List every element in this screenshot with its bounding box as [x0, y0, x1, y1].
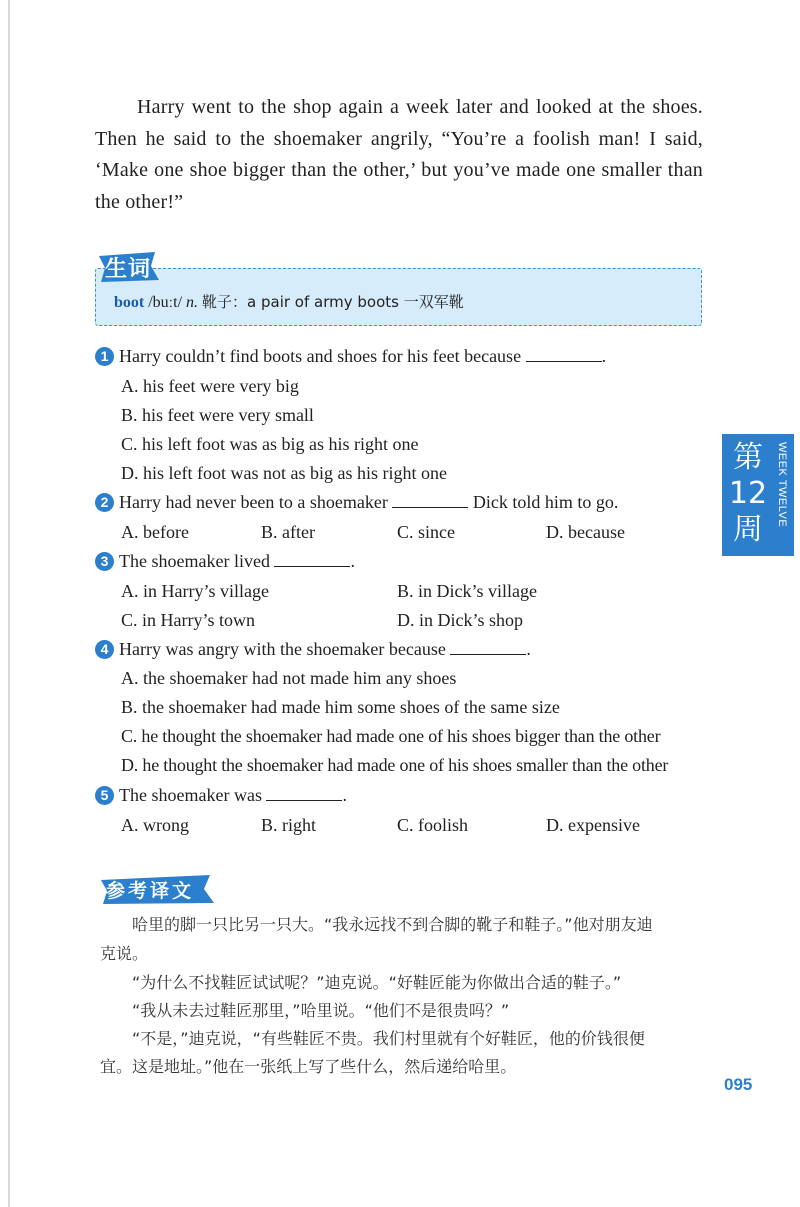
translation-line: “不是，”迪克说，“有些鞋匠不贵。我们村里就有个好鞋匠，他的价钱很便 — [132, 1029, 645, 1048]
question-end: . — [350, 551, 355, 571]
answer-blank[interactable] — [266, 786, 342, 801]
week-side-tab — [722, 434, 794, 556]
question-stem: Harry couldn’t find boots and shoes for his feet because — [119, 346, 522, 366]
question-3 — [95, 551, 355, 572]
question-stem: Harry had never been to a shoemaker — [119, 492, 388, 512]
vocab-word: boot — [114, 294, 145, 311]
question-end: Dick told him to go. — [472, 492, 619, 512]
question-end: . — [601, 346, 607, 366]
option-4c[interactable]: C. he thought the shoemaker had made one of his shoes bigger than the other — [121, 726, 661, 746]
translation-line: 哈里的脚一只比另一只大。“我永远找不到合脚的靴子和鞋子。”他对朋友迪 — [132, 915, 653, 934]
option-5c[interactable]: C. foolish — [397, 815, 469, 835]
question-end: . — [342, 785, 347, 805]
option-1a[interactable]: A. his feet were very big — [121, 376, 299, 396]
option-3b[interactable]: B. in Dick’s village — [397, 581, 537, 601]
question-4 — [95, 639, 531, 660]
story-paragraph: Harry went to the shop again a week later and looked at the shoes. Then he said to the shoemaker angrily, “You’re a foolish man! I said, ‘Make one shoe bigger than the other,’ but you’ve made one smaller than the other!” — [95, 96, 703, 213]
question-1 — [95, 346, 606, 367]
vocab-pos: n. — [186, 294, 199, 311]
week-tab-cn: 第12周 — [728, 440, 768, 547]
option-1b[interactable]: B. his feet were very small — [121, 405, 314, 425]
vocab-tag — [95, 250, 161, 284]
option-3d[interactable]: D. in Dick’s shop — [397, 610, 523, 630]
question-number-badge: 5 — [95, 786, 114, 805]
question-stem: The shoemaker lived — [119, 551, 270, 571]
option-4d[interactable]: D. he thought the shoemaker had made one of his shoes smaller than the other — [121, 755, 669, 775]
translation-line: “我从未去过鞋匠那里，”哈里说。“他们不是很贵吗？” — [132, 1001, 510, 1020]
option-5b[interactable]: B. right — [261, 815, 317, 835]
option-2b[interactable]: B. after — [261, 522, 315, 542]
translation-line: 宜。这是地址。”他在一张纸上写了些什么，然后递给哈里。 — [100, 1057, 517, 1076]
option-5a[interactable]: A. wrong — [121, 815, 189, 835]
vocab-phonetic: /buːt/ — [148, 294, 183, 311]
option-2c[interactable]: C. since — [397, 522, 455, 542]
option-1d[interactable]: D. his left foot was not as big as his right one — [121, 463, 447, 483]
question-number-badge: 1 — [95, 347, 114, 366]
question-5 — [95, 785, 347, 806]
vocab-entry — [114, 291, 464, 312]
answer-blank[interactable] — [274, 552, 350, 567]
question-stem: Harry was angry with the shoemaker because — [119, 639, 446, 659]
vocab-tag-label: 生词 — [105, 257, 152, 282]
option-3c[interactable]: C. in Harry’s town — [121, 610, 255, 630]
translation-line: “为什么不找鞋匠试试呢？”迪克说。“好鞋匠能为你做出合适的鞋子。” — [132, 973, 622, 992]
option-3a[interactable]: A. in Harry’s village — [121, 581, 269, 601]
option-2d[interactable]: D. because — [546, 522, 625, 542]
answer-blank[interactable] — [526, 347, 602, 362]
translation-line: 克说。 — [100, 944, 149, 963]
question-number-badge: 2 — [95, 493, 114, 512]
question-number-badge: 3 — [95, 552, 114, 571]
option-4a[interactable]: A. the shoemaker had not made him any shoes — [121, 668, 457, 688]
option-4b[interactable]: B. the shoemaker had made him some shoes of the same size — [121, 697, 560, 717]
week-tab-en: WEEK TWELVE — [776, 442, 788, 528]
vocab-box — [95, 268, 702, 326]
translation-tag — [98, 872, 216, 906]
option-5d[interactable]: D. expensive — [546, 815, 640, 835]
option-2a[interactable]: A. before — [121, 522, 189, 542]
question-stem: The shoemaker was — [119, 785, 262, 805]
question-2 — [95, 492, 618, 513]
question-end: . — [526, 639, 531, 659]
vocab-meaning: 靴子：a pair of army boots 一双军靴 — [202, 293, 464, 311]
question-number-badge: 4 — [95, 640, 114, 659]
page-number: 095 — [724, 1075, 753, 1094]
option-1c[interactable]: C. his left foot was as big as his right one — [121, 434, 419, 454]
page-edge — [8, 0, 10, 1207]
answer-blank[interactable] — [392, 493, 468, 508]
translation-tag-label: 参考译文 — [106, 880, 195, 902]
answer-blank[interactable] — [450, 640, 526, 655]
